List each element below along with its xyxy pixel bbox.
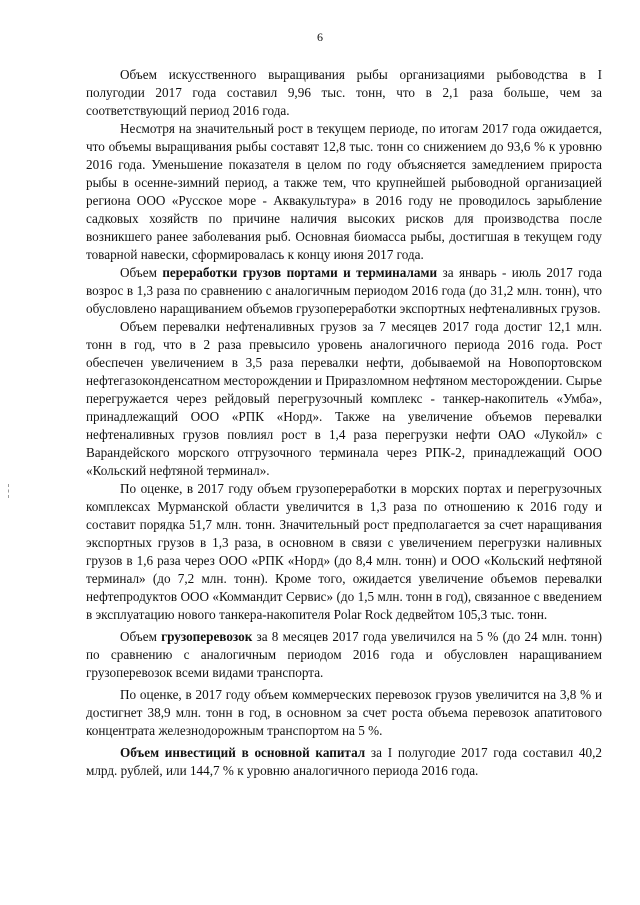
text-run: за 8 месяцев 2017 года увеличился на 5 % (до 24 млн. тонн) по сравнению с аналогичным периодом 2016 года и обусловлен наращиванием грузоперевозок всеми видами транспорта. [86,629,602,680]
text-run: Объем искусственного выращивания рыбы организациями рыбоводства в I полугодии 2017 года составил 9,96 тыс. тонн, что в 2,1 раза больше, чем за соответствующий период 2016 года. [86,67,602,118]
text-run: Объем [120,265,163,280]
paragraph-fish-farming-forecast [86,120,602,264]
bold-term: Объем инвестиций в основной капитал [120,745,366,760]
text-run: Объем перевалки нефтеналивных грузов за 7 месяцев 2017 года достиг 12,1 млн. тонн в год, что в 2 раза превысило уровень аналогичного периода 2016 года. Рост обеспечен увеличением в 3,5 раза перевалки нефти, добываемой на Новопортовском нефтегазоконденсатном месторождении и Приразломном нефтяном месторождении. Сырье перегружается через рейдовый перегрузочный комплекс - танкер-накопитель «Умба», принадлежащий ООО «РПК «Норд». Также на увеличение объемов перевалки нефтеналивных грузов повлиял рост в 1,4 раза перегрузки нефти ОАО «Лукойл» с Варандейского морского отгрузочного терминала через РПК-2, принадлежащий ООО «Кольский нефтяной терминал». [86,319,602,478]
paragraph-fish-farming-volume [86,66,602,120]
bold-term: грузоперевозок [161,629,253,644]
paragraph-port-cargo-processing [86,264,602,318]
paragraph-oil-cargo-transshipment [86,318,602,480]
text-run: По оценке, в 2017 году объем грузопереработки в морских портах и перегрузочных комплексах Мурманской области увеличится в 1,3 раза по отношению к 2016 году и составит порядка 51,7 млн. тонн. Значительный рост предполагается за счет наращивания экспортных грузов в 1,3 раза, в основном в связи с увеличением перегрузки наливных грузов в 1,6 раза через ООО «РПК «Норд» (до 8,4 млн. тонн) и ООО «Кольский нефтяной терминал» (до 7,2 млн. тонн). Кроме того, ожидается увеличение объемов перевалки нефтепродуктов ООО «Коммандит Сервис» (до 1,5 млн. тонн в год), связанное с введением в эксплуатацию нового танкера-накопителя Polar Rock дедвейтом 105,3 тыс. тонн. [86,481,602,622]
paragraph-commercial-transport-forecast [86,686,602,740]
scan-artifact-mark [8,484,11,498]
paragraph-capital-investment [86,744,602,780]
paragraph-cargo-transportation [86,628,602,682]
text-run: за I полугодие 2017 года составил 40,2 млрд. рублей, или 144,7 % к уровню аналогичного периода 2016 года. [86,745,602,778]
paragraph-port-forecast [86,480,602,624]
document-body [86,66,602,780]
text-run: за январь - июль 2017 года возрос в 1,3 раза по сравнению с аналогичным периодом 2016 года (до 31,2 млн. тонн), что обусловлено наращиванием объемов грузопереработки экспортных нефтеналивных грузов. [86,265,602,316]
text-run: По оценке, в 2017 году объем коммерческих перевозок грузов увеличится на 3,8 % и достигнет 38,9 млн. тонн в год, в основном за счет роста объема перевозок апатитового концентрата железнодорожным транспортом на 5 %. [86,687,602,738]
page-number: 6 [317,30,323,44]
text-run: Несмотря на значительный рост в текущем периоде, по итогам 2017 года ожидается, что объемы выращивания рыбы составят 12,8 тыс. тонн со снижением до 93,6 % к уровню 2016 года. Уменьшение показателя в целом по году объясняется замедлением прироста рыбы в осенне-зимний период, а также тем, что крупнейшей рыбоводной организацией региона ООО «Русское море - Аквакультура» в 2016 году не проводилось зарыбление садковых хозяйств по причине наличия высоких рисков для производства после возникшего ранее заболевания рыб. Основная биомасса рыбы, достигшая в текущем году товарной навески, сформировалась к концу июня 2017 года. [86,121,602,262]
text-run: Объем [120,629,162,644]
bold-term: переработки грузов портами и терминалами [162,265,438,280]
